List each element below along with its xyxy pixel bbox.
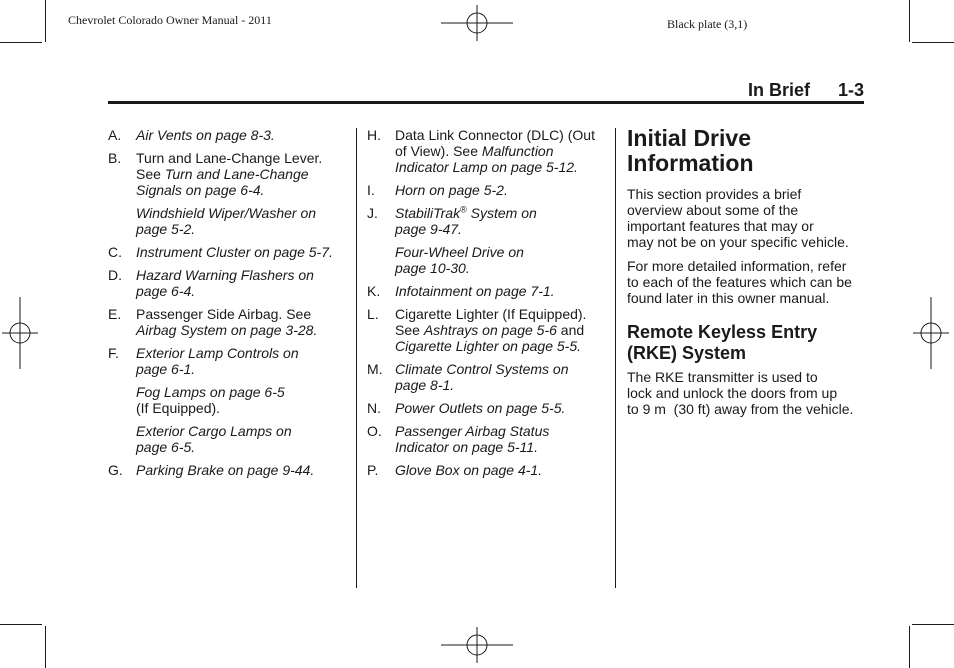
manual-title: Chevrolet Colorado Owner Manual - 2011 [68, 13, 272, 27]
legend-item-f: F. Exterior Lamp Controls on page 6-1. [108, 345, 299, 377]
crop-mark [45, 626, 46, 668]
section-heading-rke: Remote Keyless Entry (RKE) System [627, 322, 818, 363]
header-rule [108, 101, 864, 104]
legend-item-c: C. Instrument Cluster on page 5-7. [108, 244, 333, 260]
page-number: 1-3 [837, 80, 864, 100]
legend-item-n: N. Power Outlets on page 5-5. [367, 400, 566, 416]
crop-mark [909, 626, 910, 668]
column-divider [356, 128, 357, 588]
legend-subitem-cargo: Exterior Cargo Lamps on page 6-5. [136, 423, 292, 455]
legend-item-m: M. Climate Control Systems on page 8-1. [367, 361, 569, 393]
legend-item-p: P. Glove Box on page 4-1. [367, 462, 543, 478]
legend-item-d: D. Hazard Warning Flashers on page 6-4. [108, 267, 314, 299]
registration-mark-icon [2, 297, 38, 369]
legend-subitem-fog: Fog Lamps on page 6-5 (If Equipped). [136, 384, 285, 416]
section-title: In Brief [747, 80, 810, 100]
registration-mark-icon [441, 627, 513, 663]
crop-mark [912, 624, 954, 625]
legend-item-k: K. Infotainment on page 7-1. [367, 283, 555, 299]
section-heading-initial-drive: Initial Drive Information [627, 125, 754, 176]
legend-item-a: A. Air Vents on page 8-3. [108, 127, 275, 143]
crop-mark [45, 0, 46, 42]
detail-paragraph: For more detailed information, refer to each of the features which can be found later in this owner manual. [627, 258, 852, 306]
legend-subitem-wiper: Windshield Wiper/Washer on page 5-2. [136, 205, 317, 237]
legend-item-b: B. Turn and Lane-Change Lever. See Turn and Lane-Change Signals on page 6-4. [108, 150, 323, 198]
crop-mark [912, 42, 954, 43]
intro-paragraph: This section provides a brief overview about some of the important features that may or may not be on your specific vehicle. [627, 186, 849, 250]
legend-item-l: L. Cigarette Lighter (If Equipped). See Ashtrays on page 5-6 and Cigarette Lighter on page 5-5. [367, 306, 587, 354]
legend-item-g: G. Parking Brake on page 9-44. [108, 462, 315, 478]
legend-item-i: I. Horn on page 5-2. [367, 182, 508, 198]
column-divider [615, 128, 616, 588]
registration-mark-icon [913, 297, 949, 369]
legend-column-2 [367, 127, 609, 485]
rke-paragraph: The RKE transmitter is used to lock and unlock the doors from up to 9 m (30 ft) away from the vehicle. [627, 369, 854, 417]
info-column [627, 126, 877, 425]
legend-item-e: E. Passenger Side Airbag. See Airbag System on page 3-28. [108, 306, 318, 338]
crop-mark [909, 0, 910, 42]
registration-mark-icon [441, 5, 513, 41]
legend-item-h: H. Data Link Connector (DLC) (Out of View). See Malfunction Indicator Lamp on page 5-12. [367, 127, 595, 175]
crop-mark [0, 42, 42, 43]
crop-mark [0, 624, 42, 625]
legend-subitem-4wd: Four-Wheel Drive on page 10-30. [395, 244, 524, 276]
legend-item-j: J. StabiliTrak® System on page 9-47. [367, 204, 537, 237]
section-header [748, 80, 864, 101]
plate-label: Black plate (3,1) [667, 17, 748, 31]
legend-item-o: O. Passenger Airbag Status Indicator on page 5-11. [367, 423, 550, 455]
legend-column-1 [108, 127, 348, 485]
